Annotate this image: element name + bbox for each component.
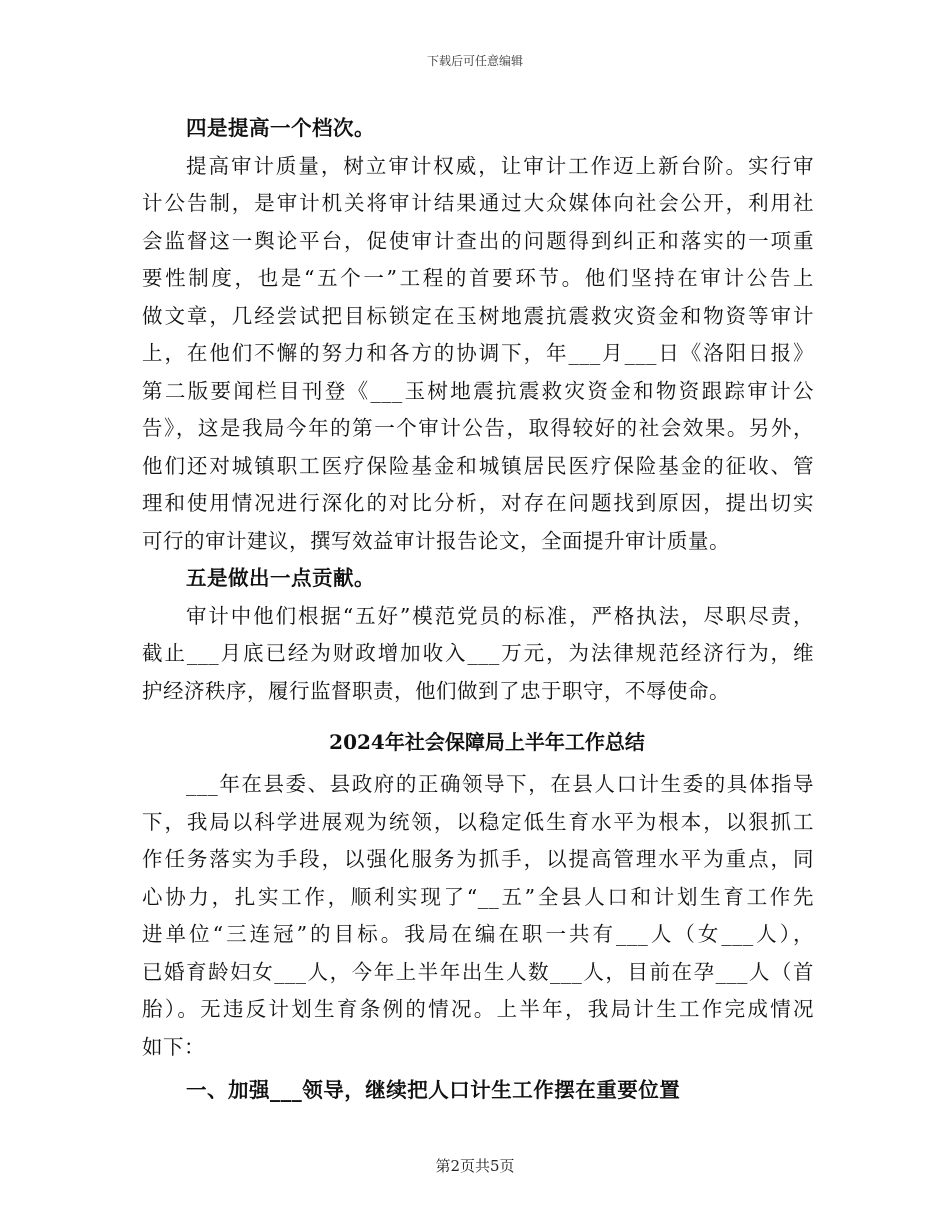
paragraph-line: 进单位“三连冠”的目标。我局在编在职一共有___人（女___人），: [142, 922, 814, 946]
paragraph-line: ___年在县委、县政府的正确领导下，在县人口计生委的具体指导: [186, 772, 814, 796]
paragraph-line: 提高审计质量，树立审计权威，让审计工作迈上新台阶。实行审: [186, 153, 814, 178]
paragraph-line: 胎）。无违反计划生育条例的情况。上半年，我局计生工作完成情况: [142, 997, 814, 1021]
paragraph-line: 他们还对城镇职工医疗保险基金和城镇居民医疗保险基金的征收、管: [142, 453, 814, 478]
report-section-1-heading: 一、加强___领导，继续把人口计生工作摆在重要位置: [186, 1078, 681, 1102]
paragraph-line: 审计中他们根据“五好”模范党员的标准，严格执法，尽职尽责，: [186, 603, 814, 628]
section-5-heading: 五是做出一点贡献。: [186, 566, 375, 590]
paragraph-line: 心协力，扎实工作，顺利实现了“__五”全县人口和计划生育工作先: [142, 884, 814, 909]
paragraph-line: 上，在他们不懈的努力和各方的协调下，年___月___日《洛阳日报》: [142, 341, 814, 365]
paragraph-line: 截止___月底已经为财政增加收入___万元，为法律规范经济行为，维: [142, 641, 814, 665]
paragraph-line: 下，我局以科学进展观为统领，以稳定低生育水平为根本，以狠抓工: [142, 809, 814, 834]
report-title: 2024年社会保障局上半年工作总结: [329, 730, 645, 754]
paragraph-line: 计公告制，是审计机关将审计结果通过大众媒体向社会公开，利用社: [142, 191, 814, 215]
paragraph-line: 要性制度，也是“五个一”工程的首要环节。他们坚持在审计公告上: [142, 266, 814, 290]
paragraph-line: 告》，这是我局今年的第一个审计公告，取得较好的社会效果。另外，: [142, 416, 814, 440]
paragraph-line: 如下：: [142, 1034, 205, 1059]
paragraph-line: 理和使用情况进行深化的对比分析，对存在问题找到原因，提出切实: [142, 491, 814, 515]
paragraph-line: 会监督这一舆论平台，促使审计查出的问题得到纠正和落实的一项重: [142, 228, 814, 253]
paragraph-line: 已婚育龄妇女___人，今年上半年出生人数___人，目前在孕___人（首: [142, 959, 814, 984]
page-number: 第2页共5页: [435, 1157, 515, 1175]
paragraph-line: 护经济秩序，履行监督职责，他们做到了忠于职守，不辱使命。: [142, 678, 730, 703]
paragraph-line: 作任务落实为手段，以强化服务为抓手，以提高管理水平为重点，同: [142, 847, 814, 871]
paragraph-line: 做文章，几经尝试把目标锁定在玉树地震抗震救灾资金和物资等审计: [142, 303, 814, 328]
paragraph-line: 可行的审计建议，撰写效益审计报告论文，全面提升审计质量。: [142, 528, 730, 553]
section-4-heading: 四是提高一个档次。: [186, 116, 375, 140]
paragraph-line: 第二版要闻栏目刊登《___玉树地震抗震救灾资金和物资跟踪审计公: [142, 378, 814, 403]
header-note: 下载后可任意编辑: [426, 54, 523, 68]
document-body: [142, 110, 814, 1110]
